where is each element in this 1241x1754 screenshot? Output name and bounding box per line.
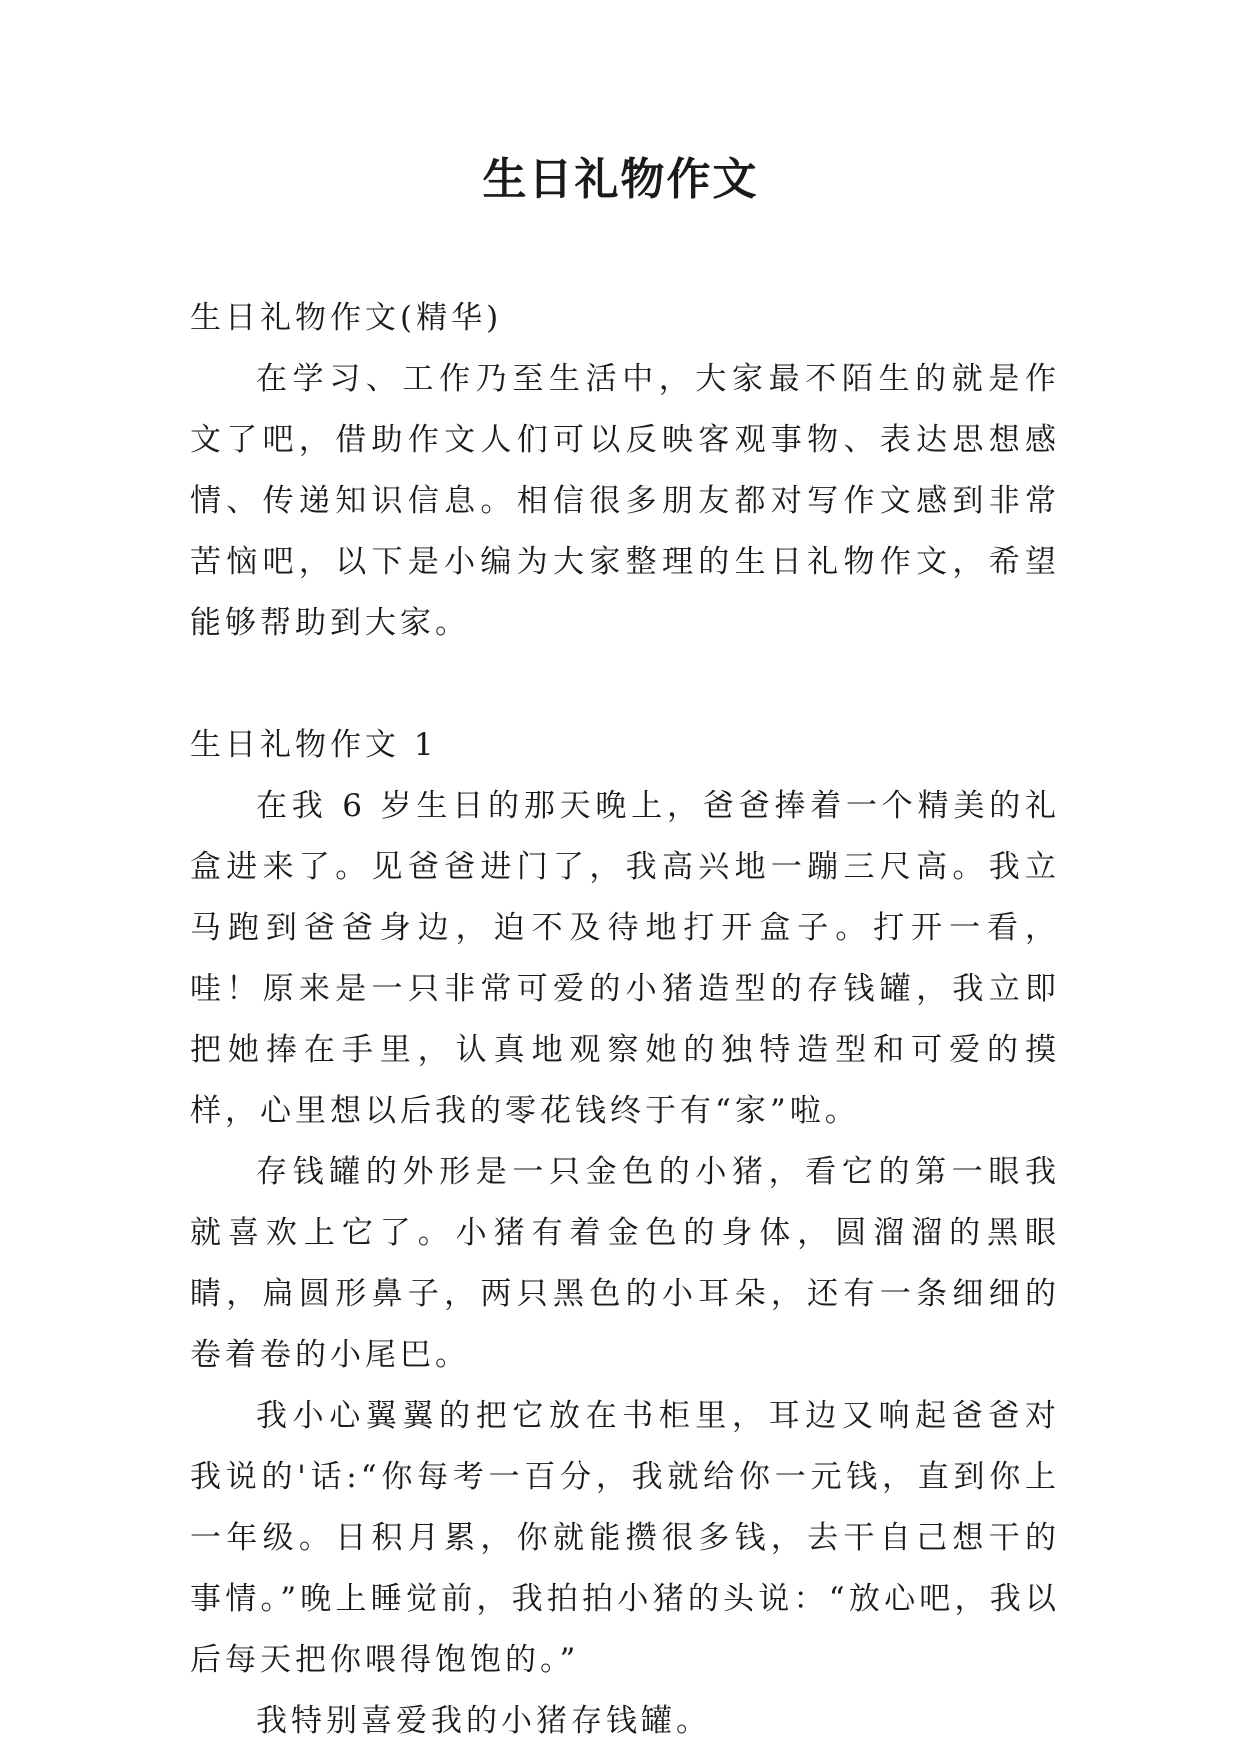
body-paragraph: 我特别喜爱我的小猪存钱罐。 <box>256 1703 711 1739</box>
essay-subtitle: 生日礼物作文(精华) <box>190 300 503 336</box>
intro-paragraph: 在学习、工作乃至生活中，大家最不陌生的就是作文了吧，借助作文人们可以反映客观事物、表达思想感情、传递知识信息。相信很多朋友都对写作文感到非常苦恼吧，以下是小编为大家整理的生日礼物作文，希望能够帮助到大家。 <box>190 361 1060 641</box>
section-spacer <box>190 654 1060 715</box>
body-paragraph: 我小心翼翼的把它放在书柜里，耳边又响起爸爸对我说的'话:“你每考一百分，我就给你一元钱，直到你上一年级。日积月累，你就能攒很多钱，去干自己想干的事情。”晚上睡觉前，我拍拍小猪的头说：“放心吧，我以后每天把你喂得饱饱的。” <box>190 1398 1060 1678</box>
document-body <box>190 288 1060 1752</box>
document-title: 生日礼物作文 <box>482 154 759 205</box>
body-paragraph: 存钱罐的外形是一只金色的小猪，看它的第一眼我就喜欢上它了。小猪有着金色的身体，圆溜溜的黑眼睛，扁圆形鼻子，两只黑色的小耳朵，还有一条细细的卷着卷的小尾巴。 <box>190 1154 1060 1373</box>
section-heading: 生日礼物作文 1 <box>190 727 438 763</box>
body-paragraph: 在我 6 岁生日的那天晚上，爸爸捧着一个精美的礼盒进来了。见爸爸进门了，我高兴地一蹦三尺高。我立马跑到爸爸身边，迫不及待地打开盒子。打开一看，哇！原来是一只非常可爱的小猪造型的存钱罐，我立即把她捧在手里，认真地观察她的独特造型和可爱的摸样，心里想以后我的零花钱终于有“家”啦。 <box>190 788 1060 1129</box>
